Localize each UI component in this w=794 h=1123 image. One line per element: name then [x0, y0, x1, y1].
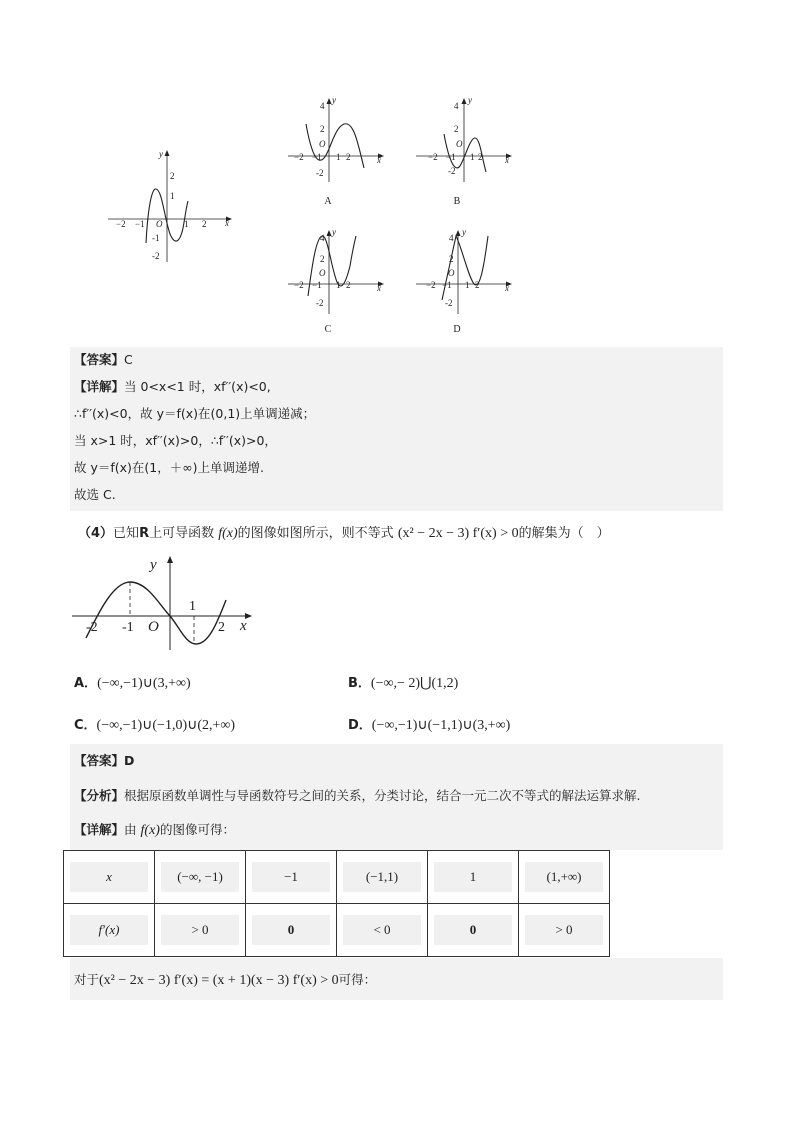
option-a-graph — [284, 94, 388, 186]
detail-line-3: 当 x>1 时，xf′′(x)>0，∴f′′(x)>0， — [74, 433, 277, 448]
option-d[interactable]: D．(−∞,−1)∪(−1,1)∪(3,+∞) — [348, 718, 511, 733]
svg-text:-2: -2 — [316, 168, 324, 178]
detail-line-5: 故选 C. — [74, 487, 116, 502]
svg-text:1: 1 — [470, 152, 475, 162]
svg-text:4: 4 — [320, 101, 325, 111]
detail-line-4: 故 y＝f(x)在(1，＋∞)上单调递增. — [74, 460, 265, 475]
caption-a: A — [324, 196, 332, 207]
svg-text:−2: −2 — [426, 280, 436, 290]
svg-text:x: x — [505, 155, 509, 165]
svg-text:2: 2 — [449, 254, 454, 264]
svg-text:O: O — [148, 619, 159, 635]
detail-line-1: 【详解】当 0<x<1 时，xf′′(x)<0, — [74, 379, 271, 394]
option-c[interactable]: C．(−∞,−1)∪(−1,0)∪(2,+∞) — [74, 718, 236, 733]
svg-text:2: 2 — [202, 219, 207, 229]
caption-d: D — [453, 324, 461, 335]
svg-text:1: 1 — [336, 280, 341, 290]
option-c-graph — [284, 226, 388, 318]
svg-text:4: 4 — [449, 233, 454, 243]
svg-text:y: y — [150, 557, 157, 573]
svg-text:-2: -2 — [445, 298, 453, 308]
svg-text:x: x — [505, 283, 509, 293]
option-b-graph — [412, 94, 516, 186]
svg-text:-1: -1 — [152, 233, 160, 243]
svg-text:2: 2 — [454, 124, 459, 134]
svg-text:y: y — [462, 227, 466, 237]
svg-text:x: x — [377, 283, 381, 293]
answer-block-1 — [70, 347, 723, 511]
caption-b: B — [453, 196, 461, 207]
y-axis-label: y — [159, 149, 163, 159]
svg-text:−2: −2 — [428, 152, 438, 162]
svg-text:2: 2 — [170, 171, 175, 181]
detail-line-2: ∴f′′(x)<0，故 y＝f(x)在(0,1)上单调递减； — [74, 406, 316, 421]
svg-text:1: 1 — [189, 599, 196, 614]
svg-text:−2: −2 — [294, 152, 304, 162]
detail-line: 【详解】由 f(x)的图像可得： — [74, 822, 235, 838]
svg-text:2: 2 — [218, 620, 225, 635]
answer-line: 【答案】C — [74, 352, 133, 367]
svg-text:−2: −2 — [116, 219, 126, 229]
option-d-graph — [412, 226, 516, 318]
svg-text:1: 1 — [336, 152, 341, 162]
svg-text:−2: −2 — [294, 280, 304, 290]
answer-line-4: 【答案】D — [74, 753, 135, 768]
svg-text:-2: -2 — [152, 251, 160, 261]
table-row: f′(x) > 0 0 < 0 0 > 0 — [64, 904, 610, 957]
svg-text:2: 2 — [346, 152, 351, 162]
svg-text:2: 2 — [475, 280, 480, 290]
svg-text:−1: −1 — [135, 219, 145, 229]
svg-text:O: O — [319, 268, 326, 278]
svg-text:y: y — [332, 227, 336, 237]
svg-text:2: 2 — [320, 124, 325, 134]
svg-text:−1: −1 — [446, 152, 456, 162]
conclusion-line: 对于(x² − 2x − 3) f′(x) = (x + 1)(x − 3) f′(x) > 0可得： — [74, 972, 377, 988]
svg-text:O: O — [319, 139, 326, 149]
svg-text:-2: -2 — [86, 620, 98, 635]
svg-text:-1: -1 — [122, 620, 134, 635]
svg-text:y: y — [332, 95, 336, 105]
svg-text:1: 1 — [170, 191, 175, 201]
question-4-graph — [68, 554, 258, 654]
svg-text:2: 2 — [320, 254, 325, 264]
svg-text:2: 2 — [478, 152, 483, 162]
svg-text:x: x — [240, 618, 247, 634]
svg-text:1: 1 — [184, 219, 189, 229]
main-function-graph — [104, 146, 236, 266]
analysis-line: 【分析】根据原函数单调性与导函数符号之间的关系，分类讨论，结合一元二次不等式的解法运算求解. — [74, 788, 641, 803]
table-row: x (−∞, −1) −1 (−1,1) 1 (1,+∞) — [64, 851, 610, 904]
svg-text:1: 1 — [465, 280, 470, 290]
svg-text:−1: −1 — [442, 280, 452, 290]
option-a[interactable]: A．(−∞,−1)∪(3,+∞) — [74, 676, 191, 691]
svg-text:−1: −1 — [312, 152, 322, 162]
svg-text:−1: −1 — [312, 280, 322, 290]
svg-text:-2: -2 — [316, 298, 324, 308]
option-b[interactable]: B．(−∞,− 2)⋃(1,2) — [348, 676, 459, 691]
question-4: （4）已知R上可导函数 f(x)的图像如图所示，则不等式 (x² − 2x − 3) f′(x) > 0的解集为（ ） — [78, 526, 610, 541]
caption-c: C — [324, 324, 332, 335]
svg-text:4: 4 — [454, 101, 459, 111]
svg-text:2: 2 — [346, 280, 351, 290]
svg-text:x: x — [377, 155, 381, 165]
origin-label: O — [156, 219, 163, 229]
sign-table — [63, 850, 610, 957]
x-axis-label: x — [225, 218, 229, 228]
svg-text:O: O — [456, 139, 463, 149]
svg-text:4: 4 — [320, 233, 325, 243]
svg-text:y: y — [468, 95, 472, 105]
svg-text:O: O — [448, 268, 455, 278]
svg-text:-2: -2 — [448, 166, 456, 176]
